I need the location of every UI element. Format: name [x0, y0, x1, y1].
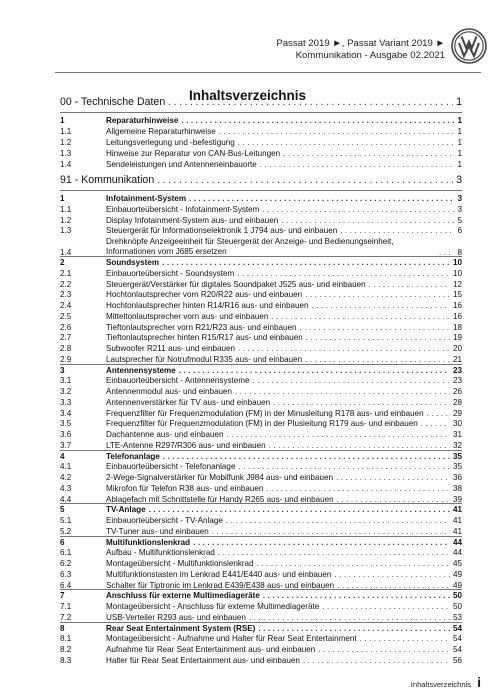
entry-number: 2.5	[60, 311, 72, 321]
footer-page-number: i	[477, 674, 481, 690]
toc-entry[interactable]	[60, 570, 462, 579]
page-number: 16	[452, 311, 462, 321]
dot-leader	[257, 559, 450, 568]
entry-title: Rear Seat Entertainment System (RSE)	[106, 623, 256, 633]
toc-section[interactable]	[60, 116, 462, 125]
entry-title: Aufbau - Multifunktionslenkrad	[106, 548, 215, 558]
entry-title: Multifunktionslenkrad	[106, 537, 191, 547]
page-number: 21	[452, 354, 462, 364]
toc-entry[interactable]	[60, 312, 462, 321]
section-rule	[60, 589, 462, 590]
dot-leader	[249, 613, 450, 622]
entry-title: Tieftonlautsprecher vorn R21/R23 aus- und einbauen	[106, 322, 297, 332]
page-number: 54	[452, 634, 462, 644]
section-rule	[60, 450, 462, 451]
toc-entry[interactable]	[60, 376, 462, 385]
dot-leader	[266, 484, 450, 493]
toc-entry[interactable]	[60, 237, 462, 257]
page-number: 35	[452, 451, 462, 461]
toc-entry[interactable]	[60, 441, 462, 450]
entry-number: 3.6	[60, 430, 72, 439]
page-number: 19	[452, 333, 462, 343]
entry-number: 6.2	[60, 559, 72, 568]
entry-number: 2.2	[60, 279, 72, 289]
entry-title: Antennenverstärker für TV aus- und einbauen	[106, 397, 271, 407]
dot-leader	[283, 149, 454, 158]
entry-title: Einbauorteübersicht - Antennensysteme	[106, 376, 250, 386]
toc-entry[interactable]	[60, 301, 462, 310]
page-number: 41	[452, 505, 462, 515]
entry-number: 2.8	[60, 344, 72, 353]
entry-number: 5.1	[60, 516, 72, 525]
page-number: 44	[452, 548, 462, 558]
dot-leader	[258, 624, 450, 633]
toc-entry[interactable]	[60, 634, 462, 643]
dot-leader	[369, 280, 450, 289]
dot-leader	[281, 216, 454, 225]
toc-entry[interactable]	[60, 581, 462, 590]
dot-leader	[306, 333, 450, 342]
entry-number: 6.1	[60, 548, 72, 558]
entry-title: Steuergerät für Informationselektronik 1 J794 aus- und einbauen	[106, 226, 338, 236]
entry-number: 1.2	[60, 215, 72, 225]
manual-edition: Kommunikation - Ausgabe 02.2021	[295, 50, 445, 61]
page-number: 8	[457, 248, 462, 257]
entry-number: 8.1	[60, 634, 72, 644]
entry-number: 8.2	[60, 645, 72, 654]
dot-leader	[269, 441, 450, 450]
toc-entry[interactable]	[60, 613, 462, 622]
dot-leader	[149, 505, 450, 514]
entry-number: 3.3	[60, 397, 72, 407]
dot-leader	[238, 138, 455, 147]
dot-leader	[168, 96, 453, 108]
toc-entry[interactable]	[60, 344, 462, 353]
entry-number: 1.1	[60, 204, 72, 214]
entry-title: Hochtonlautsprecher vorn R20/R22 aus- und einbauen	[106, 290, 303, 300]
page-number: 10	[452, 258, 462, 267]
page-number: 1	[457, 138, 462, 147]
dot-leader	[334, 570, 450, 579]
page-number: 54	[452, 623, 462, 633]
entry-number: 1.3	[60, 149, 72, 158]
entry-number: 4.3	[60, 483, 72, 493]
entry-title: Ablagefach mit Schnittstelle für Handy R265 aus- und einbauen	[106, 494, 334, 504]
entry-title: Drehknöpfe Anzeigeeinheit für Steuergerät der Anzeige- und Bedienungseinheit, Informationen vorn J685 ersetzen	[106, 237, 394, 256]
page-number: 6	[457, 226, 462, 236]
entry-title: Hochtonlautsprecher hinten R14/R16 aus- und einbauen	[106, 301, 309, 310]
chapter-title: 91 - Kommunikation	[60, 174, 155, 186]
dot-leader	[163, 452, 450, 461]
toc-entry[interactable]	[60, 149, 462, 158]
page-number: 50	[452, 591, 462, 601]
toc-entry[interactable]	[60, 516, 462, 525]
page-number: 23	[452, 365, 462, 375]
toc-entry[interactable]	[60, 280, 462, 289]
entry-title: Multifunktionstasten im Lenkrad E441/E440 aus- und einbauen	[106, 569, 332, 579]
entry-title: USB-Verteiler R293 aus- und einbauen	[106, 612, 246, 622]
entry-number: 3.1	[60, 376, 72, 386]
entry-number: 1.1	[60, 127, 72, 136]
entry-number: 3.5	[60, 419, 72, 429]
toc-entry[interactable]	[60, 398, 462, 407]
section-rule	[60, 536, 462, 537]
dot-leader	[238, 462, 450, 471]
page-number: 36	[452, 473, 462, 482]
entry-title: Antennensysteme	[106, 365, 176, 375]
entry-number: 1.2	[60, 138, 72, 147]
entry-title: LTE-Antenne R297/R306 aus- und einbauen	[106, 440, 266, 450]
toc-section[interactable]	[60, 624, 462, 633]
dot-leader	[299, 323, 450, 332]
dot-leader	[263, 591, 450, 600]
dot-leader	[337, 495, 450, 504]
entry-title: Frequenzfilter für Frequenzmodulation (FM) in der Minusleitung R178 aus- und einbauen	[106, 408, 424, 418]
section-rule	[60, 112, 462, 113]
entry-title: Aufnahme für Rear Seat Entertainment aus- und einbauen	[106, 645, 316, 654]
entry-title: Reparaturhinweise	[106, 116, 179, 125]
toc-entry[interactable]	[60, 205, 462, 214]
toc-entry[interactable]	[60, 527, 462, 536]
toc-entry[interactable]	[60, 559, 462, 568]
entry-title: Einbauorteübersicht - Telefonanlage	[106, 462, 236, 472]
entry-number: 2	[60, 258, 65, 267]
entry-number: 2.7	[60, 333, 72, 343]
entry-number: 1	[60, 194, 65, 203]
entry-number: 2.1	[60, 268, 72, 278]
entry-title: Subwoofer R211 aus- und einbauen	[106, 344, 235, 353]
entry-number: 5.2	[60, 526, 72, 536]
page-number: 26	[452, 387, 462, 396]
entry-number: 6	[60, 537, 65, 547]
page-number: 41	[452, 516, 462, 525]
section-rule	[60, 364, 462, 365]
dot-leader	[322, 602, 450, 611]
dot-leader	[340, 226, 454, 235]
dot-leader	[237, 269, 450, 278]
dot-leader	[421, 419, 450, 428]
entry-number: 2.4	[60, 301, 72, 310]
dot-leader	[337, 581, 450, 590]
footer-label: Inhaltsverzeichnis	[410, 680, 472, 689]
entry-title: Display Infotainment-System aus- und einbauen	[106, 215, 279, 225]
entry-title: Soundsystem	[106, 258, 160, 267]
page-number: 56	[452, 655, 462, 665]
toc-entry[interactable]	[60, 160, 462, 169]
entry-title: Dachantenne aus- und einbauen	[106, 430, 224, 439]
page-number: 20	[452, 344, 462, 353]
entry-number: 1.4	[60, 160, 72, 169]
page-number: 3	[456, 174, 462, 186]
entry-number: 4.1	[60, 462, 72, 472]
dot-leader	[336, 473, 450, 482]
toc-entry[interactable]	[60, 138, 462, 147]
dot-leader	[218, 548, 450, 557]
entry-title: Einbauorteübersicht - Infotainment-System	[106, 204, 260, 214]
page-number: 29	[452, 408, 462, 418]
entry-title: Hinweise zur Reparatur von CAN-Bus-Leitungen	[106, 149, 281, 158]
toc-entry[interactable]	[60, 290, 462, 299]
entry-number: 3.2	[60, 387, 72, 396]
entry-title: Antennenmodul aus- und einbauen	[106, 387, 233, 396]
entry-number: 6.4	[60, 580, 72, 590]
entry-number: 8	[60, 623, 65, 633]
dot-leader	[162, 258, 450, 267]
toc-section[interactable]	[60, 505, 462, 514]
entry-title: Mitteltonlautsprecher vorn aus- und einbauen	[106, 311, 269, 321]
page-number: 5	[457, 215, 462, 225]
page-number: 1	[457, 116, 462, 125]
page-title: Inhaltsverzeichnis	[188, 88, 307, 103]
dot-leader	[260, 160, 455, 169]
toc-entry[interactable]	[60, 323, 462, 332]
entry-title: Halter für Rear Seat Entertainment aus- und einbauen	[106, 655, 300, 665]
page-number: 1	[457, 160, 462, 169]
page-number: 10	[452, 268, 462, 278]
toc-entry[interactable]	[60, 473, 462, 482]
toc-section[interactable]	[60, 258, 462, 267]
dot-leader	[305, 290, 450, 299]
page-number: 1	[457, 127, 462, 136]
page-number: 53	[452, 612, 462, 622]
entry-title: Einbauorteübersicht - TV-Anlage	[106, 516, 223, 525]
toc-entry[interactable]	[60, 226, 462, 235]
toc-section[interactable]	[60, 591, 462, 600]
dot-leader	[193, 538, 450, 547]
toc-entry[interactable]	[60, 484, 462, 493]
toc-entry[interactable]	[60, 216, 462, 225]
entry-number: 2.6	[60, 322, 72, 332]
dot-leader	[305, 355, 450, 364]
entry-title: Schalter für Tiptronic im Lenkrad E439/E438 aus- und einbauen	[106, 580, 335, 590]
dot-leader	[262, 205, 454, 214]
page-number: 30	[452, 419, 462, 429]
entry-title: Mikrofon für Telefon R38 aus- und einbauen	[106, 483, 264, 493]
dot-leader	[189, 194, 454, 203]
entry-title: Montageübersicht - Multifunktionslenkrad	[106, 559, 254, 568]
document-header	[276, 38, 445, 62]
entry-title: 2-Wege-Signalverstärker für Mobilfunk J984 aus- und einbauen	[106, 473, 334, 482]
header-rule	[55, 72, 481, 73]
dot-leader	[318, 645, 450, 654]
toc-entry[interactable]	[60, 355, 462, 364]
entry-title: Anschluss für externe Multimediageräte	[106, 591, 260, 601]
entry-title: Steuergerät/Verstärker für digitales Soundpaket J525 aus- und einbauen	[106, 279, 366, 289]
page-number: 15	[452, 290, 462, 300]
dot-leader	[238, 344, 450, 353]
toc-entry[interactable]	[60, 333, 462, 342]
entry-number: 7.1	[60, 602, 72, 611]
page-number: 28	[452, 397, 462, 407]
entry-number: 2.9	[60, 354, 72, 364]
page-number: 49	[452, 580, 462, 590]
toc-entry[interactable]	[60, 430, 462, 439]
entry-title: Leitungsverlegung und -befestigung	[106, 138, 235, 147]
toc-entry[interactable]	[60, 645, 462, 654]
page-number: 38	[452, 483, 462, 493]
toc-chapter[interactable]	[60, 174, 462, 186]
dot-leader	[273, 398, 450, 407]
page-number: 50	[452, 602, 462, 611]
entry-number: 3.7	[60, 440, 72, 450]
dot-leader	[181, 116, 454, 125]
section-rule	[60, 503, 462, 504]
chapter-title: 00 - Technische Daten	[60, 96, 166, 108]
dot-leader	[226, 516, 450, 525]
page-number: 31	[452, 430, 462, 439]
page-number: 12	[452, 279, 462, 289]
page-number: 44	[452, 537, 462, 547]
entry-number: 1.4	[60, 248, 72, 257]
entry-title: Frequenzfilter für Frequenzmodulation (FM) in der Plusleitung R179 aus- und einbauen	[106, 419, 418, 429]
toc-entry[interactable]	[60, 602, 462, 611]
toc-entry[interactable]	[60, 495, 462, 504]
dot-leader	[212, 527, 450, 536]
toc-entry[interactable]	[60, 419, 462, 428]
dot-leader	[427, 409, 450, 418]
entry-title: Allgemeine Reparaturhinweise	[106, 127, 216, 136]
page-number: 1	[456, 96, 462, 108]
dot-leader	[157, 174, 453, 186]
toc-section[interactable]	[60, 366, 462, 375]
entry-title: TV-Anlage	[106, 505, 146, 515]
page-number: 3	[457, 204, 462, 214]
entry-title: Infotainment-System	[106, 194, 187, 203]
dot-leader	[311, 301, 450, 310]
toc-section[interactable]	[60, 538, 462, 547]
entry-number: 6.3	[60, 569, 72, 579]
vw-logo	[451, 28, 487, 64]
entry-title: Sendeleistungen und Antenneneinbauorte	[106, 160, 257, 169]
toc-entry[interactable]	[60, 409, 462, 418]
dot-leader	[179, 366, 450, 375]
toc-entry[interactable]	[60, 127, 462, 136]
vehicle-models: Passat 2019 ►, Passat Variant 2019 ►	[276, 38, 445, 49]
toc-entry[interactable]	[60, 462, 462, 471]
page-number: 54	[452, 645, 462, 654]
dot-leader	[226, 430, 450, 439]
entry-title: Lautsprecher für Notrufmodul R335 aus- und einbauen	[106, 354, 303, 364]
page-number: 41	[452, 526, 462, 536]
page-number: 32	[452, 440, 462, 450]
page-number: 16	[452, 301, 462, 310]
dot-leader	[360, 634, 450, 643]
entry-number: 5	[60, 505, 65, 515]
entry-number: 2.3	[60, 290, 72, 300]
page-number: 39	[452, 494, 462, 504]
dot-leader	[219, 127, 455, 136]
entry-number: 7	[60, 591, 65, 601]
page-number: 3	[457, 194, 462, 203]
toc-section[interactable]	[60, 194, 462, 203]
page-number: 35	[452, 462, 462, 472]
page-footer	[411, 674, 481, 690]
page-number: 49	[452, 569, 462, 579]
section-rule	[60, 190, 462, 191]
page-number: 18	[452, 322, 462, 332]
entry-number: 4.4	[60, 494, 72, 504]
section-rule	[60, 256, 462, 257]
entry-title: Einbauorteübersicht - Soundsystem	[106, 268, 235, 278]
dot-leader	[303, 656, 450, 665]
entry-title: Montageübersicht - Aufnahme und Halter für Rear Seat Entertainment	[106, 634, 357, 644]
entry-title: Telefonanlage	[106, 451, 160, 461]
toc-entry[interactable]	[60, 548, 462, 557]
dot-leader	[253, 376, 450, 385]
toc-chapter[interactable]	[60, 96, 462, 108]
dot-leader	[235, 387, 450, 396]
page-number: 45	[452, 559, 462, 568]
entry-title: Tieftonlautsprecher hinten R15/R17 aus- und einbauen	[106, 333, 303, 343]
entry-number: 7.2	[60, 612, 72, 622]
entry-number: 4.2	[60, 473, 72, 482]
toc-entry[interactable]	[60, 656, 462, 665]
page-number: 23	[452, 376, 462, 386]
toc-section[interactable]	[60, 452, 462, 461]
section-rule	[60, 622, 462, 623]
entry-title: Montageübersicht - Anschluss für externe Multimediageräte	[106, 602, 320, 611]
dot-leader	[271, 312, 450, 321]
entry-number: 3	[60, 365, 65, 375]
entry-number: 1.3	[60, 226, 72, 236]
entry-number: 3.4	[60, 408, 72, 418]
page-number: 1	[457, 149, 462, 158]
entry-number: 4	[60, 451, 65, 461]
toc-entry[interactable]	[60, 269, 462, 278]
entry-number: 8.3	[60, 655, 72, 665]
toc-entry[interactable]	[60, 387, 462, 396]
entry-title: TV-Tuner aus- und einbauen	[106, 526, 209, 536]
entry-number: 1	[60, 116, 65, 125]
